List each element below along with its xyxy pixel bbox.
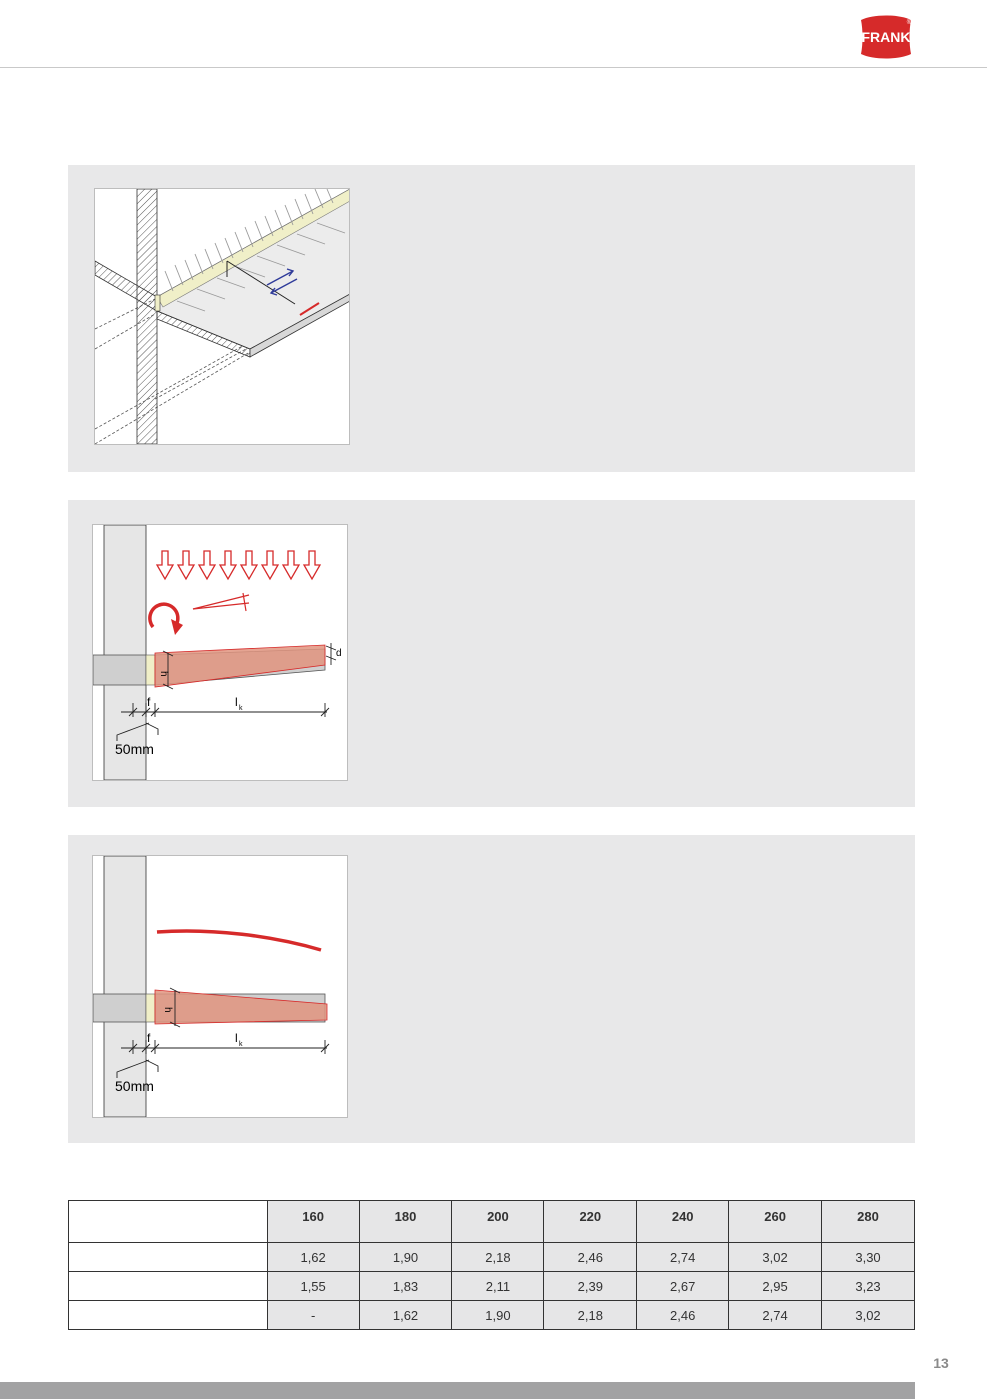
table-cell: 2,74: [729, 1301, 822, 1330]
table-row: [69, 1301, 915, 1330]
table-cell: 1,62: [267, 1243, 359, 1272]
table-header-row: [69, 1201, 915, 1243]
cantilever-load-figure: [92, 524, 348, 781]
table-header-cell: 160: [267, 1201, 359, 1243]
isometric-slab-figure: [94, 188, 350, 445]
label-h: h: [158, 671, 169, 677]
frank-logo: [855, 14, 917, 60]
label-f: f: [147, 1031, 151, 1045]
label-f: f: [147, 695, 151, 709]
panel-cantilever: [68, 500, 915, 807]
table-header-cell: 260: [729, 1201, 822, 1243]
table-cell: 1,90: [452, 1301, 544, 1330]
table-header-cell: 180: [359, 1201, 452, 1243]
label-d: d: [336, 648, 342, 659]
table-cell: [69, 1301, 268, 1330]
footer-bar: [0, 1382, 915, 1399]
table-cell: 2,67: [637, 1272, 729, 1301]
table-cell: 2,39: [544, 1272, 637, 1301]
table-header-cell: 240: [637, 1201, 729, 1243]
table-cell: 3,02: [729, 1243, 822, 1272]
table-header-cell: 220: [544, 1201, 637, 1243]
table-cell: 2,74: [637, 1243, 729, 1272]
table-header-cell: [69, 1201, 268, 1243]
table-header-cell: 280: [822, 1201, 915, 1243]
logo-text: FRANK: [861, 29, 911, 45]
label-l: l: [235, 695, 238, 709]
label-l: l: [235, 1031, 238, 1045]
table-cell: 2,46: [637, 1301, 729, 1330]
table-cell: 2,95: [729, 1272, 822, 1301]
table-cell: 2,18: [544, 1301, 637, 1330]
table-row: [69, 1272, 915, 1301]
logo-registered-mark: ®: [906, 20, 912, 26]
table-cell: 3,30: [822, 1243, 915, 1272]
panel-deflection: [68, 835, 915, 1143]
dimension-50mm: 50mm: [115, 1078, 154, 1094]
label-k: k: [239, 705, 243, 712]
page-number: 13: [933, 1355, 949, 1371]
table-cell: 2,18: [452, 1243, 544, 1272]
label-h: h: [162, 1007, 173, 1013]
table-cell: 1,62: [359, 1301, 452, 1330]
table-cell: [69, 1243, 268, 1272]
values-table: [68, 1200, 915, 1330]
table-cell: 1,83: [359, 1272, 452, 1301]
table-cell: 1,55: [267, 1272, 359, 1301]
table-header-cell: 200: [452, 1201, 544, 1243]
table-cell: 1,90: [359, 1243, 452, 1272]
dimension-50mm: 50mm: [115, 741, 154, 757]
table-cell: 3,23: [822, 1272, 915, 1301]
header-rule: [0, 67, 987, 68]
table-cell: 2,46: [544, 1243, 637, 1272]
table-row: [69, 1243, 915, 1272]
label-k: k: [239, 1041, 243, 1048]
table-cell: 3,02: [822, 1301, 915, 1330]
table-cell: 2,11: [452, 1272, 544, 1301]
panel-isometric: [68, 165, 915, 472]
table-cell: -: [267, 1301, 359, 1330]
table-cell: [69, 1272, 268, 1301]
deflection-figure: [92, 855, 348, 1118]
